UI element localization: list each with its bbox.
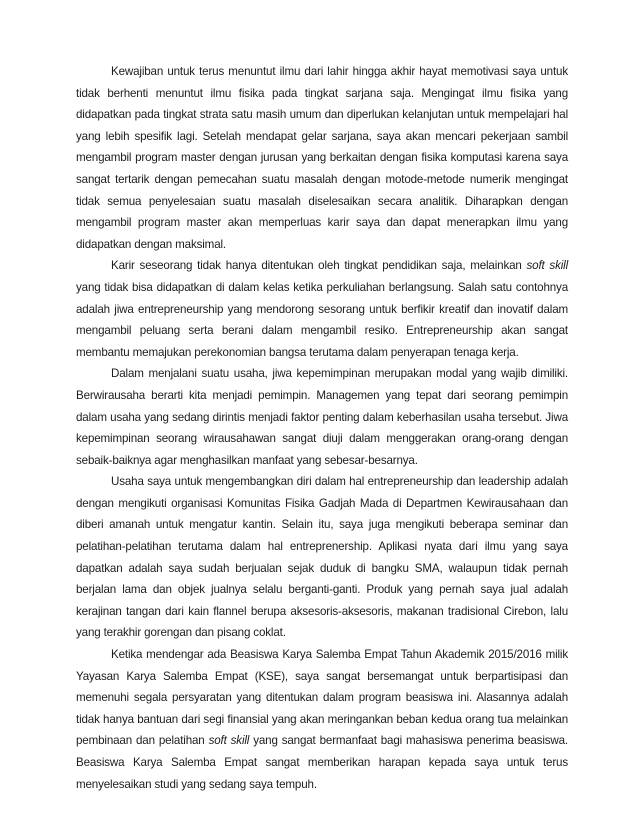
paragraph-text: yang tidak bisa didapatkan di dalam kelas ketika perkuliahan berlangsung. Salah satu contohnya adalah jiwa entrepreneurship yang mendorong sesorang untuk berfikir kreatif dan inovatif dalam mengambil peluang serta berani dalam mengambil resiko. Entrepreneurship akan sangat membantu memajukan perekonomian bangsa terutama dalam penyerapan tenaga kerja. [76,280,568,359]
paragraph-text: Usaha saya untuk mengembangkan diri dalam hal entrepreneurship dan leadership adalah dengan mengikuti organisasi Komunitas Fisika Gadjah Mada di Departmen Kewirausahaan dan diberi amanah untuk mengatur kantin. Selain itu, saya juga mengikuti beberapa seminar dan pelatihan-pelatihan terutama dalam hal entreprenership. Aplikasi nyata dari ilmu yang saya dapatkan adalah saya sudah berjualan sejak duduk di bangku SMA, walaupun tidak pernah berjalan lama dan objek jualnya selalu berganti-ganti. Produk yang pernah saya jual adalah kerajinan tangan dari kain flannel berupa aksesoris-aksesoris, makanan tradisional Cirebon, lalu yang terakhir gorengan dan pisang coklat. [76,475,568,640]
paragraph-3 [76,363,568,471]
paragraph-text: Ketika mendengar ada Beasiswa Karya Salemba Empat Tahun Akademik 2015/2016 milik Yayasan Karya Salemba Empat (KSE), saya sangat bersemangat untuk berpartisipasi dan memenuhi segala persyaratan yang ditentukan dalam program beasiswa ini. Alasannya adalah tidak hanya bantuan dari segi finansial yang akan meringankan beban kedua orang tua melainkan pembinaan dan pelatihan [76,648,568,748]
paragraph-text: yang sangat bermanfaat bagi mahasiswa penerima beasiswa. Beasiswa Karya Salemba Empat sangat memberikan harapan kepada saya untuk terus menyelesaikan studi yang sedang saya tempuh. [76,734,568,791]
paragraph-text: Dalam menjalani suatu usaha, jiwa kepemimpinan merupakan modal yang wajib dimiliki. Berwirausaha berarti kita menjadi pemimpin. Managemen yang tepat dari seorang pemimpin dalam usaha yang sedang dirintis menjadi faktor penting dalam keberhasilan usaha tersebut. Jiwa kepemimpinan seorang wirausahawan sangat diuji dalam menggerakan orang-orang dengan sebaik-baiknya agar menghasilkan manfaat yang sebesar-besarnya. [76,367,568,467]
paragraph-1 [76,61,568,255]
paragraph-text: Kewajiban untuk terus menuntut ilmu dari lahir hingga akhir hayat memotivasi saya untuk tidak berhenti menuntut ilmu fisika pada tingkat sarjana saja. Mengingat ilmu fisika yang didapatkan pada tingkat strata satu masih umum dan diperlukan kelanjutan untuk mempelajari hal yang lebih spesifik lagi. Setelah mendapat gelar sarjana, saya akan mencari pekerjaan sambil mengambil program master dengan jurusan yang berkaitan dengan fisika komputasi karena saya sangat tertarik dengan pemecahan suatu masalah dengan motode-metode numerik mengingat tidak semua penyelesaian suatu masalah diselesaikan secara analitik. Diharapkan dengan mengambil program master akan memperluas karir saya dan dapat menerapkan ilmu yang didapatkan dengan maksimal. [76,65,568,251]
paragraph-text: Karir seseorang tidak hanya ditentukan oleh tingkat pendidikan saja, melainkan [111,259,527,273]
paragraph-5 [76,644,568,795]
italic-term: soft skill [526,259,569,273]
paragraph-2 [76,255,568,363]
document-page [76,61,568,795]
italic-term: soft skill [208,734,250,748]
paragraph-4 [76,471,568,644]
